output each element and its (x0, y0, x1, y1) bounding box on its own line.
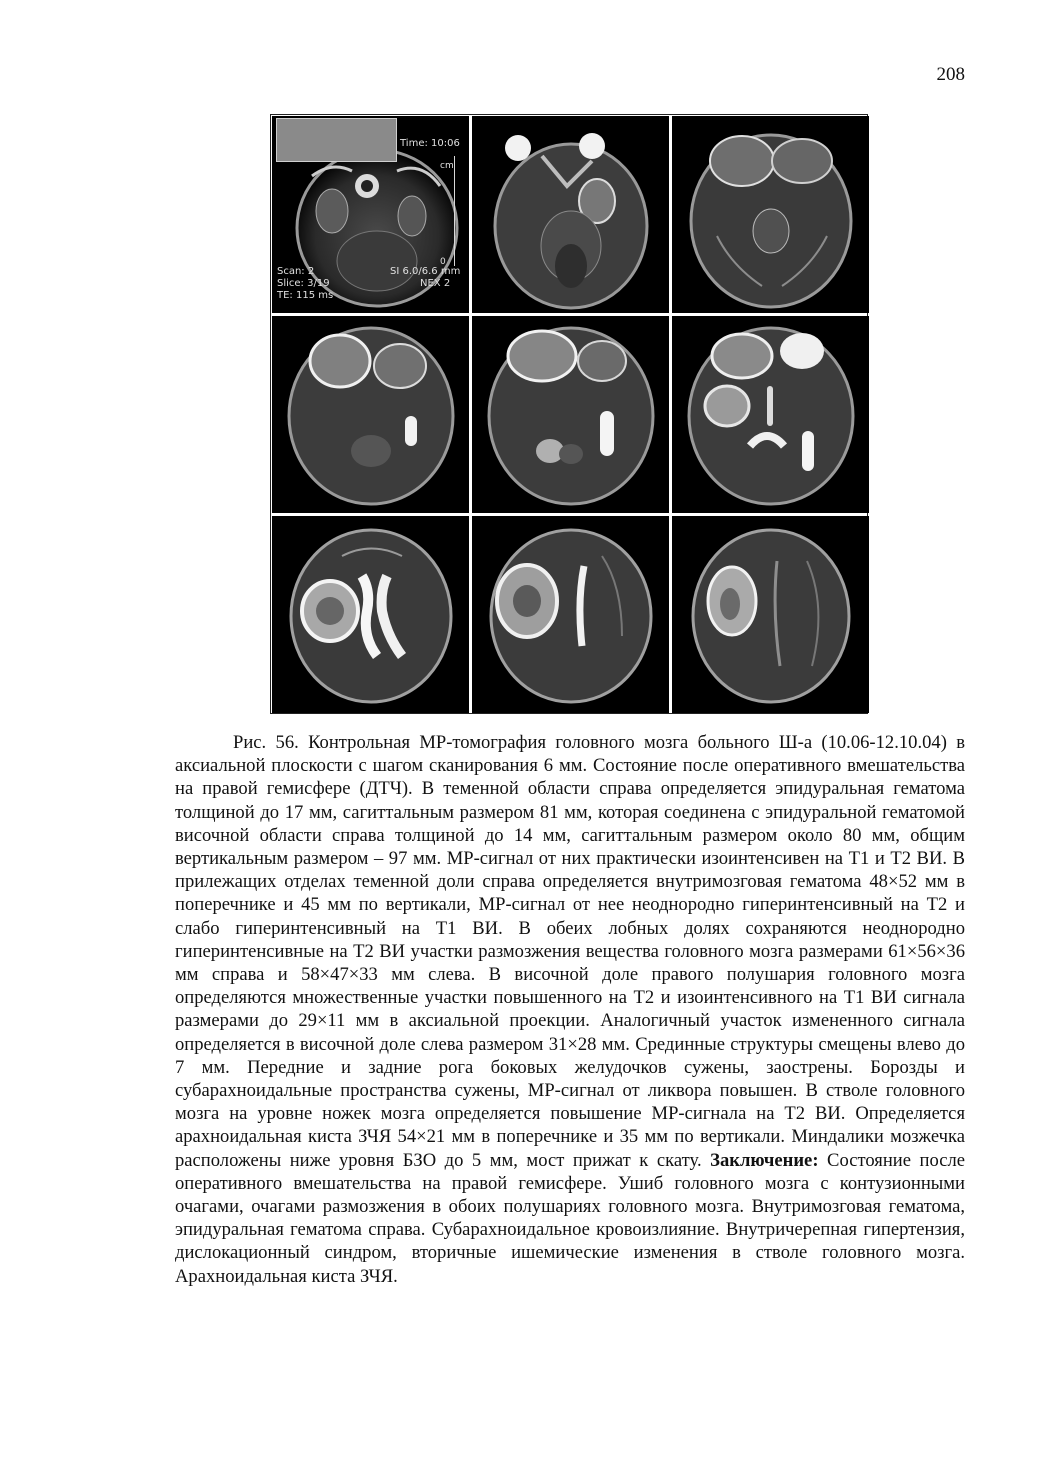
conclusion-label: Заключение: (710, 1149, 819, 1171)
overlay-cm: cm (440, 161, 454, 171)
conclusion-text: Состояние после оперативного вмешательства на правой гемисфере. Ушиб головного мозга с контузионными очагами, очагами размозжения в обоих полушариях головного мозга. Внутримозговая гематома, эпидуральная гематома справа. Субарахноидальное кровоизлияние. Внутричерепная гипертензия, дислокационный синдром, вторичные ишемические изменения в стволе головного мозга. Арахноидальная киста ЗЧЯ. (175, 1149, 966, 1287)
overlay-te: TE: 115 ms (277, 290, 334, 301)
caption-text: Рис. 56. Контрольная МР-томография головного мозга больного Ш-а (10.06-12.10.04) в аксиальной плоскости с шагом сканирования 6 мм. Состояние после оперативного вмешательства на правой гемисфере (ДТЧ). В теменной области справа определяется эпидуральная гематома толщиной до 17 мм, сагиттальным размером 81 мм, которая соединена с эпидуральной гематомой височной области справа толщиной до 14 мм, сагиттальным размером около 80 мм, общим вертикальным размером – 97 мм. МР-сигнал от них практически изоинтенсивен на Т1 и Т2 ВИ. В прилежащих отделах теменной доли справа определяется внутримозговая гематома 48×52 мм в поперечнике и 45 мм по вертикали, МР-сигнал от нее неоднородно гиперинтенсивный на Т2 и слабо гиперинтенсивный на Т1 ВИ. В обеих лобных долях сохраняются неоднородно гиперинтенсивные на Т2 ВИ участки размозжения вещества головного мозга размерами 61×56×36 мм справа и 58×47×33 мм слева. В височной доле правого полушария головного мозга определяются множественные участки повышенного на Т2 и изоинтенсивного на Т1 ВИ сигнала размерами до 29×11 мм в аксиальной проекции. Аналогичный участок измененного сигнала определяется в височной доле слева размером 31×28 мм. Срединные структуры смещены влево до 7 мм. Передние и задние рога боковых желудочков сужены, заострены. Борозды и субарахноидальные пространства сужены, МР-сигнал от ликвора повышен. В стволе головного мозга на уровне ножек мозга определяется повышение МР-сигнала на Т2 ВИ. Определяется арахноидальная киста ЗЧЯ 54×21 мм в поперечнике и 35 мм по вертикали. Миндалики мозжечка расположены ниже уровня БЗО до 5 мм, мост прижат к скату. (175, 732, 965, 1171)
mri-slice-2 (472, 116, 669, 313)
figure-caption (175, 731, 965, 1288)
overlay-slice: Slice: 3/19 (277, 278, 330, 289)
mri-slice-2-image (472, 116, 669, 313)
mri-slice-3-image (672, 116, 869, 313)
scale-ruler (454, 156, 455, 266)
mri-slice-8-image (472, 516, 669, 713)
mri-slice-9 (672, 516, 869, 713)
mri-figure-grid (270, 114, 868, 714)
overlay-zero: 0 (440, 257, 446, 267)
mri-slice-8 (472, 516, 669, 713)
overlay-time: Time: 10:06 (400, 138, 460, 149)
page-number: 208 (936, 64, 965, 85)
mri-slice-4-image (272, 316, 469, 513)
redacted-label-box (276, 118, 397, 162)
mri-slice-1 (272, 116, 469, 313)
mri-slice-9-image (672, 516, 869, 713)
overlay-si: SI 6.0/6.6 mm (390, 266, 461, 277)
overlay-scan: Scan: 2 (277, 266, 315, 277)
mri-slice-5 (472, 316, 669, 513)
mri-slice-4 (272, 316, 469, 513)
mri-slice-3 (672, 116, 869, 313)
overlay-nex: NEX 2 (420, 278, 451, 289)
mri-slice-7 (272, 516, 469, 713)
mri-slice-7-image (272, 516, 469, 713)
mri-slice-6 (672, 316, 869, 513)
mri-slice-6-image (672, 316, 869, 513)
mri-slice-5-image (472, 316, 669, 513)
